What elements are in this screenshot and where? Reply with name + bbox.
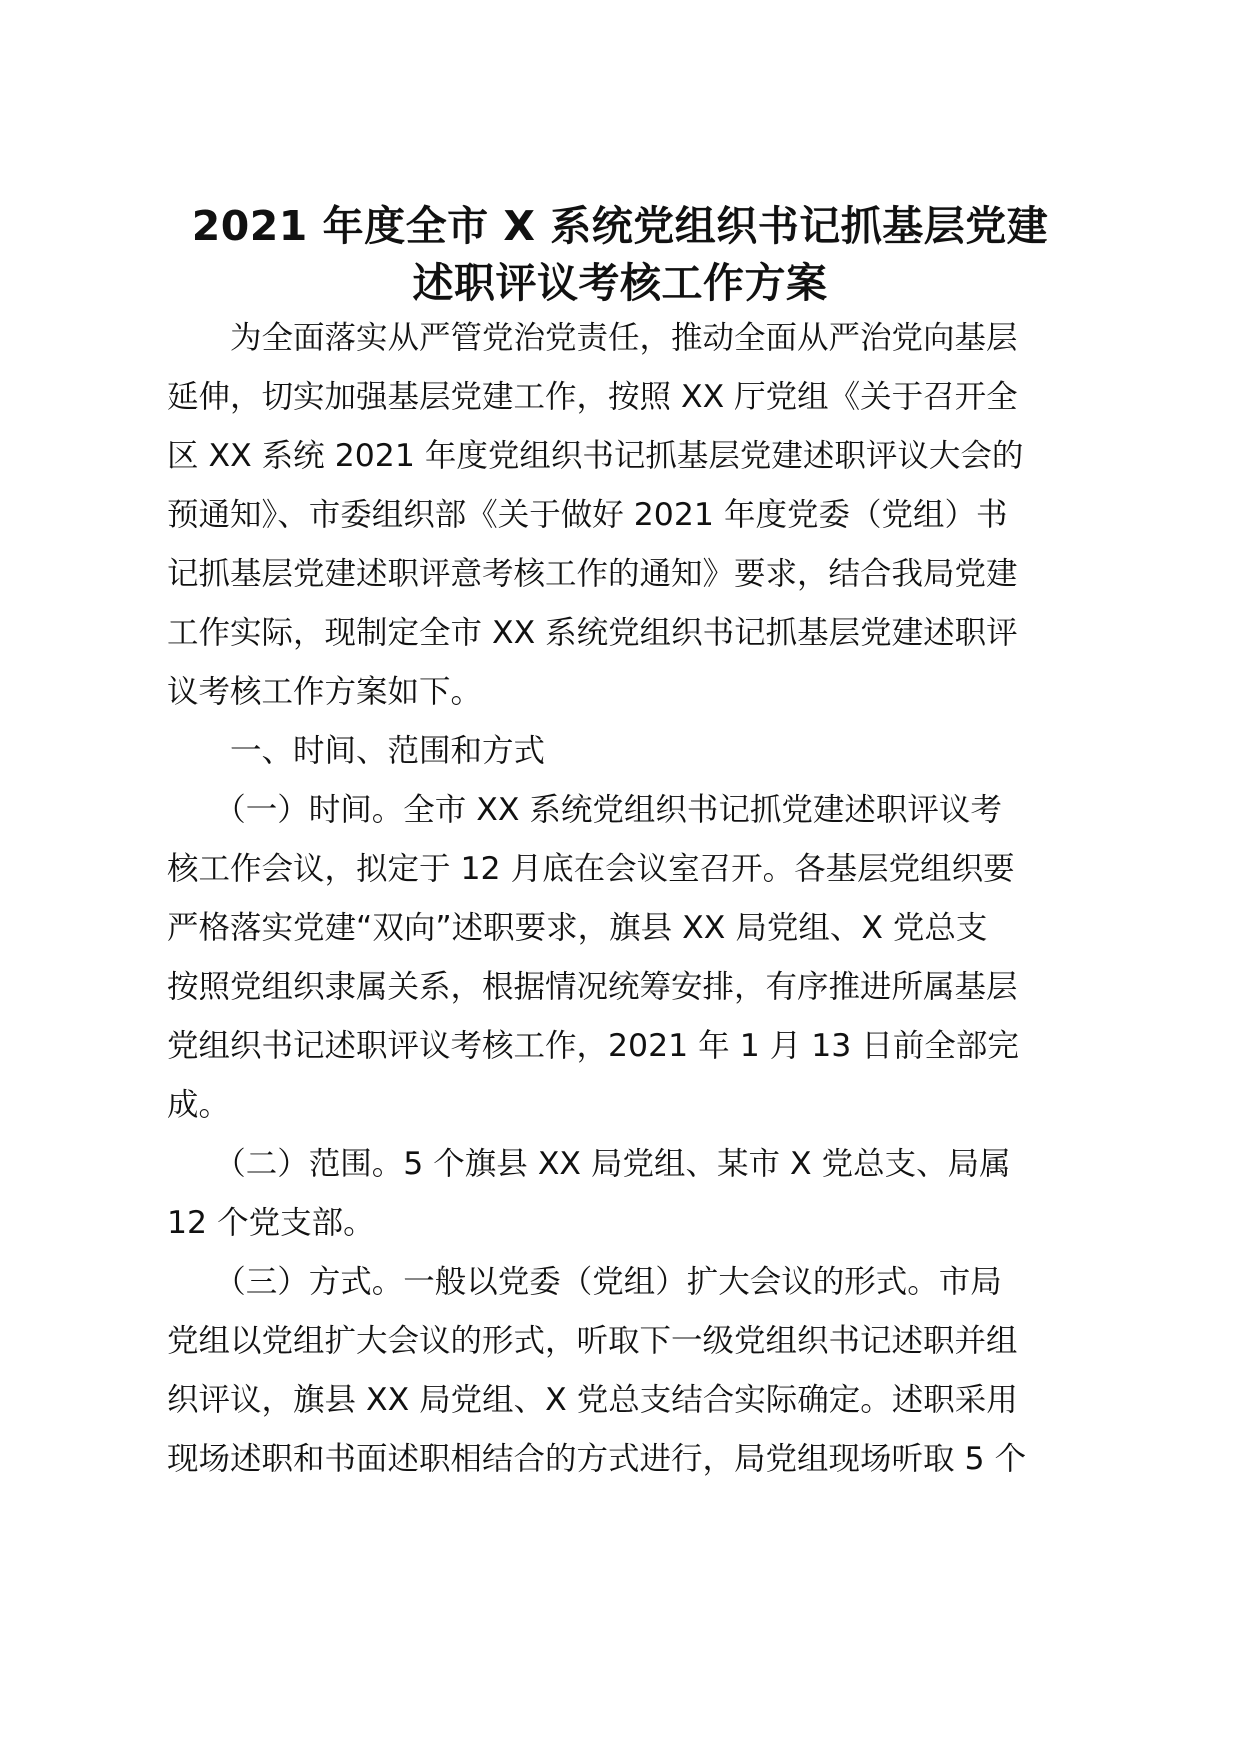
body-line: 严格落实党建“双向”述职要求，旗县 XX 局党组、X 党总支: [167, 910, 988, 946]
body-line: （三）方式。一般以党委（党组）扩大会议的形式。市局: [167, 1264, 1002, 1300]
body-line: （一）时间。全市 XX 系统党组织书记抓党建述职评议考: [167, 792, 1002, 828]
body-line: 现场述职和书面述职相结合的方式进行，局党组现场听取 5 个: [167, 1441, 1027, 1477]
body-line: 议考核工作方案如下。: [167, 674, 483, 710]
body-line: 为全面落实从严管党治党责任，推动全面从严治党向基层: [167, 320, 1018, 356]
body-line: 延伸，切实加强基层党建工作，按照 XX 厅党组《关于召开全: [167, 379, 1018, 415]
body-line: 工作实际，现制定全市 XX 系统党组织书记抓基层党建述职评: [167, 615, 1018, 651]
body-line: （二）范围。5 个旗县 XX 局党组、某市 X 党总支、局属: [167, 1146, 1011, 1182]
body-line: 按照党组织隶属关系，根据情况统筹安排，有序推进所属基层: [167, 969, 1018, 1005]
body-line: 党组以党组扩大会议的形式，听取下一级党组织书记述职并组: [167, 1323, 1018, 1359]
body-line: 织评议，旗县 XX 局党组、X 党总支结合实际确定。述职采用: [167, 1382, 1018, 1418]
body-line: 记抓基层党建述职评意考核工作的通知》要求，结合我局党建: [167, 556, 1018, 592]
document-title-line-1: 2021 年度全市 X 系统党组织书记抓基层党建: [191, 202, 1049, 250]
body-line: 党组织书记述职评议考核工作，2021 年 1 月 13 日前全部完: [167, 1028, 1019, 1064]
section-heading: 一、时间、范围和方式: [167, 733, 546, 769]
body-line: 核工作会议，拟定于 12 月底在会议室召开。各基层党组织要: [167, 851, 1015, 887]
body-line: 区 XX 系统 2021 年度党组织书记抓基层党建述职评议大会的: [167, 438, 1024, 474]
body-line: 12 个党支部。: [167, 1205, 375, 1241]
body-line: 预通知》、市委组织部《关于做好 2021 年度党委（党组）书: [167, 497, 1008, 533]
document-title-line-2: 述职评议考核工作方案: [412, 259, 828, 307]
body-line: 成。: [167, 1087, 231, 1123]
